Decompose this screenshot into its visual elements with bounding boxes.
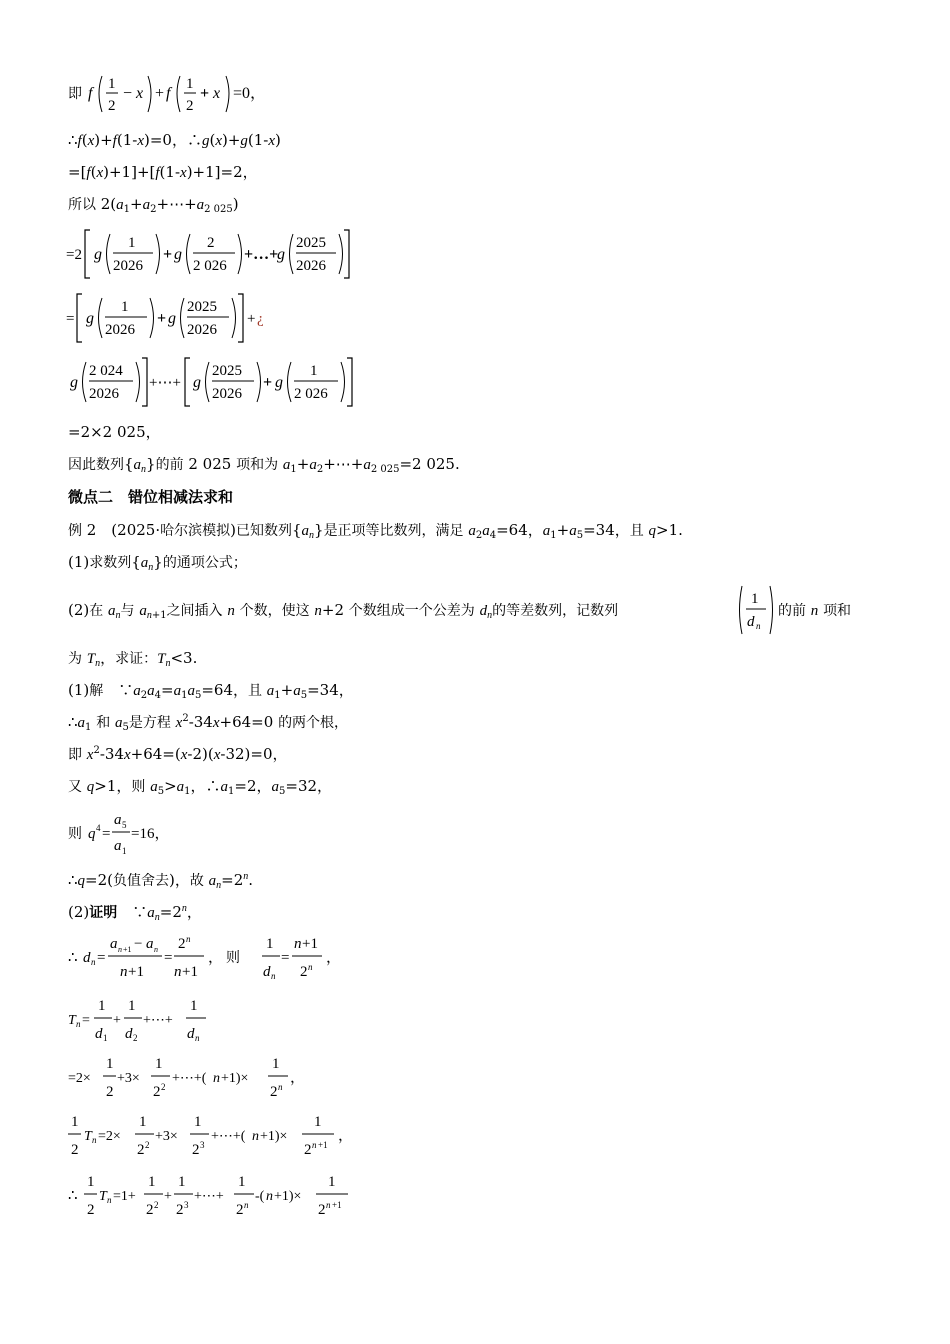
svg-text:2: 2 bbox=[186, 98, 194, 114]
svg-text:2: 2 bbox=[161, 1082, 166, 1092]
svg-text:n: n bbox=[120, 964, 128, 980]
svg-text:3: 3 bbox=[200, 1140, 205, 1150]
solution-line-2: $\therefore a_1$ 和 $a_5$是方程 $x^2-34x+64=0$ 的两个根， bbox=[68, 713, 349, 733]
svg-text:n: n bbox=[154, 945, 158, 954]
solution-line-6: ∴q=2(负值舍去)，故 $a_n=2^n$. bbox=[68, 871, 254, 891]
svg-text:¿: ¿ bbox=[257, 311, 264, 327]
line1-prefix: 即 bbox=[68, 87, 82, 102]
svg-text:+3×: +3× bbox=[155, 1129, 178, 1144]
svg-text:n: n bbox=[213, 1071, 220, 1086]
svg-text:+: + bbox=[157, 310, 167, 327]
solution-line-4: 又 q>1，则 $a_5>a_1$，$\therefore a_1=2$，$a_5=32$， bbox=[68, 777, 333, 797]
svg-text:n: n bbox=[107, 1195, 112, 1205]
svg-text:1: 1 bbox=[103, 1033, 108, 1043]
svg-text:5: 5 bbox=[122, 820, 127, 830]
svg-text:d: d bbox=[187, 1026, 195, 1042]
svg-text:+: + bbox=[247, 311, 256, 327]
svg-text:n: n bbox=[312, 1140, 317, 1150]
svg-text:g: g bbox=[277, 246, 285, 263]
svg-text:d: d bbox=[95, 1026, 103, 1042]
svg-text:2: 2 bbox=[236, 1202, 244, 1218]
svg-text:2: 2 bbox=[153, 1084, 161, 1100]
text-line-2: ∴f(x)+f(1-x)=0，∴g(x)+g(1-x) bbox=[68, 131, 281, 149]
svg-text:+: + bbox=[163, 246, 173, 263]
text-line-9: 因此数列$\{a_n\}$的前 2 025 项和为 $a_1+a_2+\cdots+a_{2 025}=2$ 025. bbox=[68, 455, 460, 475]
svg-text:∴: ∴ bbox=[68, 950, 78, 966]
svg-text:+1: +1 bbox=[332, 1200, 342, 1210]
svg-text:f: f bbox=[88, 85, 93, 102]
svg-text:=1+: =1+ bbox=[113, 1189, 136, 1204]
svg-text:1: 1 bbox=[108, 76, 116, 92]
text-line-8: =2×2 025， bbox=[68, 423, 161, 441]
svg-text:T: T bbox=[99, 1189, 107, 1204]
svg-text:∴: ∴ bbox=[68, 1188, 78, 1204]
svg-text:n: n bbox=[174, 964, 182, 980]
svg-text:1: 1 bbox=[106, 1056, 114, 1072]
svg-text:2026: 2026 bbox=[89, 386, 119, 402]
svg-text:2: 2 bbox=[270, 1084, 278, 1100]
svg-text:+⋯+: +⋯+ bbox=[194, 1189, 224, 1204]
svg-text:1: 1 bbox=[751, 591, 759, 607]
svg-text:n: n bbox=[278, 1082, 283, 1092]
svg-text:x: x bbox=[213, 85, 221, 102]
proof-tn-expansion bbox=[66, 1050, 366, 1104]
svg-text:2025: 2025 bbox=[296, 235, 326, 251]
proof-tn-def bbox=[66, 992, 266, 1046]
svg-text:2: 2 bbox=[192, 1142, 200, 1158]
svg-text:T: T bbox=[84, 1129, 92, 1144]
svg-text:2: 2 bbox=[137, 1142, 145, 1158]
svg-text:2: 2 bbox=[87, 1202, 95, 1218]
svg-text:1: 1 bbox=[139, 1114, 147, 1130]
svg-text:n: n bbox=[252, 1129, 259, 1144]
svg-text:d: d bbox=[263, 964, 271, 980]
svg-text:1: 1 bbox=[122, 846, 127, 856]
svg-text:d: d bbox=[125, 1026, 133, 1042]
equation-line-1 bbox=[66, 68, 326, 118]
svg-text:2: 2 bbox=[146, 1202, 154, 1218]
svg-text:2025: 2025 bbox=[212, 363, 242, 379]
proof-line-1: (2)证明 $\because a_n=2^n$， bbox=[68, 903, 202, 923]
svg-text:a: a bbox=[114, 838, 122, 854]
svg-text:1: 1 bbox=[328, 1174, 336, 1190]
svg-text:1: 1 bbox=[194, 1114, 202, 1130]
svg-text:n: n bbox=[326, 1200, 331, 1210]
svg-text:则: 则 bbox=[68, 827, 82, 842]
svg-text:，: ， bbox=[326, 950, 342, 966]
svg-text:1: 1 bbox=[148, 1174, 156, 1190]
svg-text:1: 1 bbox=[190, 998, 198, 1014]
section-heading: 微点二 错位相减法求和 bbox=[68, 488, 234, 506]
svg-text:=: = bbox=[97, 950, 106, 966]
svg-text:+: + bbox=[164, 1189, 172, 1204]
svg-text:a: a bbox=[114, 812, 122, 828]
solution-line-1: (1)解 $\because a_2a_4=a_1a_5=64$，且 $a_1+a_5=34$， bbox=[68, 681, 354, 701]
svg-text:n: n bbox=[308, 962, 313, 972]
svg-text:+⋯+(: +⋯+( bbox=[172, 1071, 207, 1086]
svg-text:+1)×: +1)× bbox=[260, 1129, 288, 1144]
svg-text:2: 2 bbox=[207, 235, 215, 251]
svg-text:q: q bbox=[88, 826, 96, 842]
question-1: (1)求数列$\{a_n\}$的通项公式； bbox=[68, 553, 247, 573]
svg-text:g: g bbox=[193, 374, 201, 391]
equation-line-7 bbox=[66, 354, 386, 410]
svg-text:+: + bbox=[155, 85, 165, 102]
svg-text:=: = bbox=[164, 950, 173, 966]
svg-text:+⋯+: +⋯+ bbox=[143, 1013, 173, 1028]
svg-text:则: 则 bbox=[226, 951, 240, 966]
svg-text:T: T bbox=[68, 1013, 76, 1028]
svg-text:n: n bbox=[91, 957, 96, 967]
svg-text:1: 1 bbox=[128, 998, 136, 1014]
svg-text:4: 4 bbox=[96, 823, 101, 833]
svg-text:2: 2 bbox=[133, 1033, 138, 1043]
svg-text:g: g bbox=[275, 374, 283, 391]
question-2: (2)在 $a_n$与 $a_{n+1}$之间插入 n 个数，使这 n+2 个数组成一个公差为 $d_n$的等差数列，记数列 bbox=[68, 601, 619, 621]
svg-text:，: ， bbox=[338, 1128, 354, 1144]
solution-line-3: 即 $x^2-34x+64=(x-2)(x-32)=0$， bbox=[68, 745, 288, 763]
svg-text:2: 2 bbox=[318, 1202, 326, 1218]
svg-text:g: g bbox=[86, 310, 94, 327]
svg-text:n: n bbox=[271, 971, 276, 981]
svg-text:=2: =2 bbox=[66, 247, 82, 263]
svg-text:2 024: 2 024 bbox=[89, 363, 123, 379]
text-line-4: 所以 $2(a_1+a_2+\cdots+a_{2 025})$ bbox=[68, 195, 239, 215]
svg-text:2026: 2026 bbox=[105, 322, 135, 338]
svg-text:d: d bbox=[747, 614, 755, 630]
svg-text:=: = bbox=[102, 826, 111, 842]
svg-text:+: + bbox=[200, 85, 210, 102]
svg-text:2: 2 bbox=[108, 98, 116, 114]
svg-text:2: 2 bbox=[71, 1142, 79, 1158]
svg-text:1: 1 bbox=[178, 1174, 186, 1190]
svg-text:，: ， bbox=[290, 1070, 306, 1086]
svg-text:n: n bbox=[76, 1019, 81, 1029]
svg-text:+1: +1 bbox=[128, 964, 144, 980]
svg-text:=2×: =2× bbox=[68, 1071, 91, 1086]
equation-line-5 bbox=[66, 226, 386, 282]
svg-text:1: 1 bbox=[121, 299, 129, 315]
svg-text:1: 1 bbox=[128, 235, 136, 251]
svg-text:2: 2 bbox=[176, 1202, 184, 1218]
solution-line-5 bbox=[66, 806, 206, 860]
svg-text:+1)×: +1)× bbox=[274, 1189, 302, 1204]
svg-text:=16，: =16， bbox=[131, 826, 170, 842]
svg-text:2026: 2026 bbox=[187, 322, 217, 338]
svg-text:1: 1 bbox=[155, 1056, 163, 1072]
svg-text:n: n bbox=[186, 934, 191, 944]
svg-text:=: = bbox=[281, 950, 290, 966]
svg-text:−: − bbox=[134, 936, 143, 952]
equation-line-6 bbox=[66, 290, 386, 346]
svg-text:3: 3 bbox=[184, 1200, 189, 1210]
svg-text:f: f bbox=[166, 85, 171, 102]
svg-text:2 026: 2 026 bbox=[193, 258, 227, 274]
svg-text:2026: 2026 bbox=[296, 258, 326, 274]
proof-half-tn bbox=[66, 1108, 386, 1164]
svg-text:n: n bbox=[244, 1200, 249, 1210]
svg-text:1: 1 bbox=[98, 998, 106, 1014]
svg-text:a: a bbox=[110, 936, 118, 952]
svg-text:1: 1 bbox=[310, 363, 318, 379]
svg-text:+: + bbox=[263, 374, 273, 391]
svg-text:g: g bbox=[70, 374, 78, 391]
svg-text:2: 2 bbox=[145, 1140, 150, 1150]
svg-text:+1: +1 bbox=[302, 936, 318, 952]
svg-text:=0，: =0， bbox=[233, 85, 267, 102]
svg-text:+1)×: +1)× bbox=[221, 1071, 249, 1086]
svg-text:a: a bbox=[146, 936, 154, 952]
svg-text:2: 2 bbox=[304, 1142, 312, 1158]
svg-text:d: d bbox=[83, 950, 91, 966]
svg-text:+1: +1 bbox=[182, 964, 198, 980]
svg-text:=2×: =2× bbox=[98, 1129, 121, 1144]
svg-text:+1: +1 bbox=[318, 1140, 328, 1150]
svg-text:，: ， bbox=[208, 950, 224, 966]
svg-text:1: 1 bbox=[314, 1114, 322, 1130]
svg-text:n: n bbox=[756, 621, 761, 631]
svg-text:1: 1 bbox=[266, 936, 274, 952]
svg-text:2026: 2026 bbox=[212, 386, 242, 402]
svg-text:2025: 2025 bbox=[187, 299, 217, 315]
svg-text:=: = bbox=[66, 311, 75, 327]
svg-text:2: 2 bbox=[106, 1084, 114, 1100]
svg-text:n: n bbox=[266, 1189, 273, 1204]
svg-text:g: g bbox=[168, 310, 176, 327]
svg-text:−: − bbox=[123, 85, 133, 102]
svg-text:1: 1 bbox=[272, 1056, 280, 1072]
svg-text:2026: 2026 bbox=[113, 258, 143, 274]
svg-text:1: 1 bbox=[186, 76, 194, 92]
proof-dn-formula bbox=[66, 930, 366, 986]
svg-text:x: x bbox=[136, 85, 144, 102]
svg-text:+: + bbox=[113, 1013, 121, 1028]
svg-text:2: 2 bbox=[300, 964, 308, 980]
svg-text:1: 1 bbox=[87, 1174, 95, 1190]
svg-text:1: 1 bbox=[238, 1174, 246, 1190]
svg-text:2: 2 bbox=[178, 936, 186, 952]
svg-text:+⋯+: +⋯+ bbox=[149, 375, 181, 391]
svg-text:g: g bbox=[174, 246, 182, 263]
svg-text:n: n bbox=[195, 1033, 200, 1043]
text-line-3: =[f(x)+1]+[f(1-x)+1]=2， bbox=[68, 163, 258, 181]
svg-text:2 026: 2 026 bbox=[294, 386, 328, 402]
svg-text:+⋯+(: +⋯+( bbox=[211, 1129, 246, 1144]
question-2-end: 为 $T_n$，求证：$T_n<3$. bbox=[68, 649, 198, 669]
svg-text:1: 1 bbox=[71, 1114, 79, 1130]
svg-text:+3×: +3× bbox=[117, 1071, 140, 1086]
svg-text:n: n bbox=[92, 1135, 97, 1145]
proof-subtraction bbox=[66, 1168, 386, 1224]
svg-text:+…+: +…+ bbox=[244, 246, 279, 263]
svg-text:-(: -( bbox=[255, 1189, 265, 1204]
svg-text:n: n bbox=[294, 936, 302, 952]
svg-text:n: n bbox=[118, 945, 122, 954]
question-2-cont: 的前 n 项和 bbox=[778, 603, 852, 619]
sequence-1-over-dn bbox=[736, 582, 776, 638]
svg-text:=: = bbox=[82, 1013, 90, 1028]
svg-text:2: 2 bbox=[154, 1200, 159, 1210]
svg-text:g: g bbox=[94, 246, 102, 263]
svg-text:+1: +1 bbox=[123, 945, 132, 954]
example-statement: 例 2 (2025·哈尔滨模拟)已知数列$\{a_n\}$是正项等比数列，满足 $a_2a_4=64$，$a_1+a_5=34$，且 q>1. bbox=[68, 521, 683, 541]
